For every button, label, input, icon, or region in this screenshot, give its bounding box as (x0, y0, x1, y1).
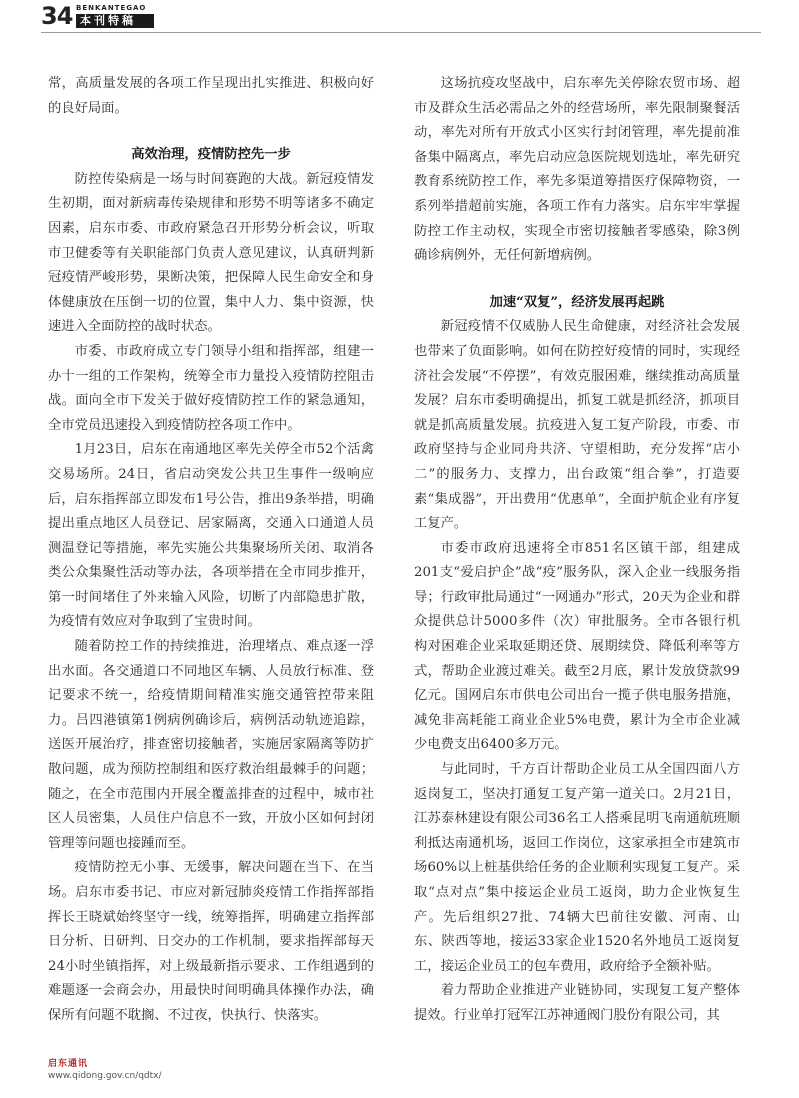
right-column (414, 72, 740, 1029)
footer-url[interactable]: www.qidong.gov.cn/qdtx/ (48, 1071, 162, 1081)
page-number: 34 (41, 2, 73, 30)
column-brand-en: BENKANTEGAO (76, 4, 147, 12)
paragraph: 防控传染病是一场与时间赛跑的大战。新冠疫情发生初期，面对新病毒传染规律和形势不明等诸多不确定因素，启东市委、市政府紧急召开形势分析会议，听取市卫健委等有关职能部门负责人意见建议，认真研判新冠疫情严峻形势，果断决策，把保障人民生命安全和身体健康放在压倒一切的位置，集中人力、集中资源，快速进入全面防控的战时状态。 (48, 171, 374, 335)
page-footer (48, 1058, 162, 1082)
page-header (0, 0, 799, 34)
paragraph: 随着防控工作的持续推进，治理堵点、难点逐一浮出水面。各交通道口不同地区车辆、人员放行标准、登记要求不统一，给疫情期间精准实施交通管控带来阻力。吕四港镇第1例病例确诊后，病例活动轨迹追踪，送医开展治疗，排查密切接触者，实施居家隔离等防扩散问题，成为预防控制组和医疗救治组最棘手的问题；随之，在全市范围内开展全覆盖排查的过程中，城市社区人员密集，人员住户信息不一致，开放小区如何封闭管理等问题也接踵而至。 (48, 639, 374, 851)
column-brand-cn: 本刊特稿 (76, 14, 154, 28)
paragraph: 1月23日，启东在南通地区率先关停全市52个活禽交易场所。24日，省启动突发公共卫生事件一级响应后，启东指挥部立即发布1号公告，推出9条举措，明确提出重点地区人员登记、居家隔离，交通入口通道人员测温登记等措施，率先实施公共集聚场所关闭、取消各类公众集聚性活动等办法，各项举措在全市同步推开，第一时间堵住了外来输入风险，切断了内部隐患扩散，为疫情有效应对争取到了宝贵时间。 (48, 442, 374, 630)
header-rule (41, 32, 761, 33)
column-brand (76, 4, 154, 28)
paragraph: 市委市政府迅速将全市851名区镇干部，组建成201支“爱启护企”战“疫”服务队，深入企业一线服务指导；行政审批局通过“一网通办”形式，20天为企业和群众提供总计5000多件（次）审批服务。全市各银行机构对困难企业采取延期还贷、展期续贷、降低利率等方式，帮助企业渡过难关。截至2月底，累计发放贷款99亿元。国网启东市供电公司出台一揽子供电服务措施，减免非高耗能工商业企业5%电费，累计为全市企业减少电费支出6400多万元。 (414, 540, 740, 753)
section-heading: 加速“双复”，经济发展再起跳 (489, 294, 665, 310)
section-heading: 高效治理，疫情防控先一步 (131, 147, 291, 163)
left-column (48, 72, 374, 1029)
paragraph: 市委、市政府成立专门领导小组和指挥部，组建一办十一组的工作架构，统筹全市力量投入疫情防控阻击战。面向全市下发关于做好疫情防控工作的紧急通知，全市党员迅速投入到疫情防控各项工作中。 (48, 343, 374, 433)
paragraph: 疫情防控无小事、无缓事，解决问题在当下、在当场。启东市委书记、市应对新冠肺炎疫情工作指挥部指挥长王晓斌始终坚守一线，统筹指挥，明确建立指挥部日分析、日研判、日交办的工作机制，要求指挥部每天24小时坐镇指挥，对上级最新指示要求、工作组遇到的难题逐一会商会办，用最快时间明确具体操作办法，确保所有问题不耽搁、不过夜，快执行、快落实。 (48, 860, 374, 1023)
paragraph: 常，高质量发展的各项工作呈现出扎实推进、积极向好的良好局面。 (48, 76, 374, 116)
paragraph: 与此同时，千方百计帮助企业员工从全国四面八方返岗复工，坚决打通复工复产第一道关口。2月21日，江苏泰林建设有限公司36名工人搭乘昆明飞南通航班顺利抵达南通机场，返回工作岗位，这家承担全市建筑市场60%以上桩基供给任务的企业顺利实现复工复产。采取“点对点”集中接运企业员工返岗，助力企业恢复生产。先后组织27批、74辆大巴前往安徽、河南、山东、陕西等地，接运33家企业1520名外地员工返岗复工，接运企业员工的包车费用，政府给予全额补贴。 (414, 762, 740, 974)
paragraph: 新冠疫情不仅威胁人民生命健康，对经济社会发展也带来了负面影响。如何在防控好疫情的同时，实现经济社会发展“不停摆”，有效克服困难，继续推动高质量发展？启东市委明确提出，抓复工就是抓经济，抓项目就是抓高质量发展。抗疫进入复工复产阶段，市委、市政府坚持与企业同舟共济、守望相助，充分发挥“店小二”的服务力、支撑力，出台政策“组合拳”，打造要素“集成器”，开出费用“优惠单”，全面护航企业有序复工复产。 (414, 319, 740, 532)
paragraph: 这场抗疫攻坚战中，启东率先关停除农贸市场、超市及群众生活必需品之外的经营场所，率先限制聚餐活动，率先对所有开放式小区实行封闭管理，率先提前准备集中隔离点，率先启动应急医院规划选址，率先研究教育系统防控工作，率先多渠道筹措医疗保障物资，一系列举措超前实施，各项工作有力落实。启东牢牢掌握防控工作主动权，实现全市密切接触者零感染，除3例确诊病例外，无任何新增病例。 (414, 76, 740, 264)
footer-brand: 启东通讯 (48, 1059, 89, 1069)
paragraph: 着力帮助企业推进产业链协同，实现复工复产整体提效。行业单打冠军江苏神通阀门股份有限公司，其 (414, 983, 740, 1023)
